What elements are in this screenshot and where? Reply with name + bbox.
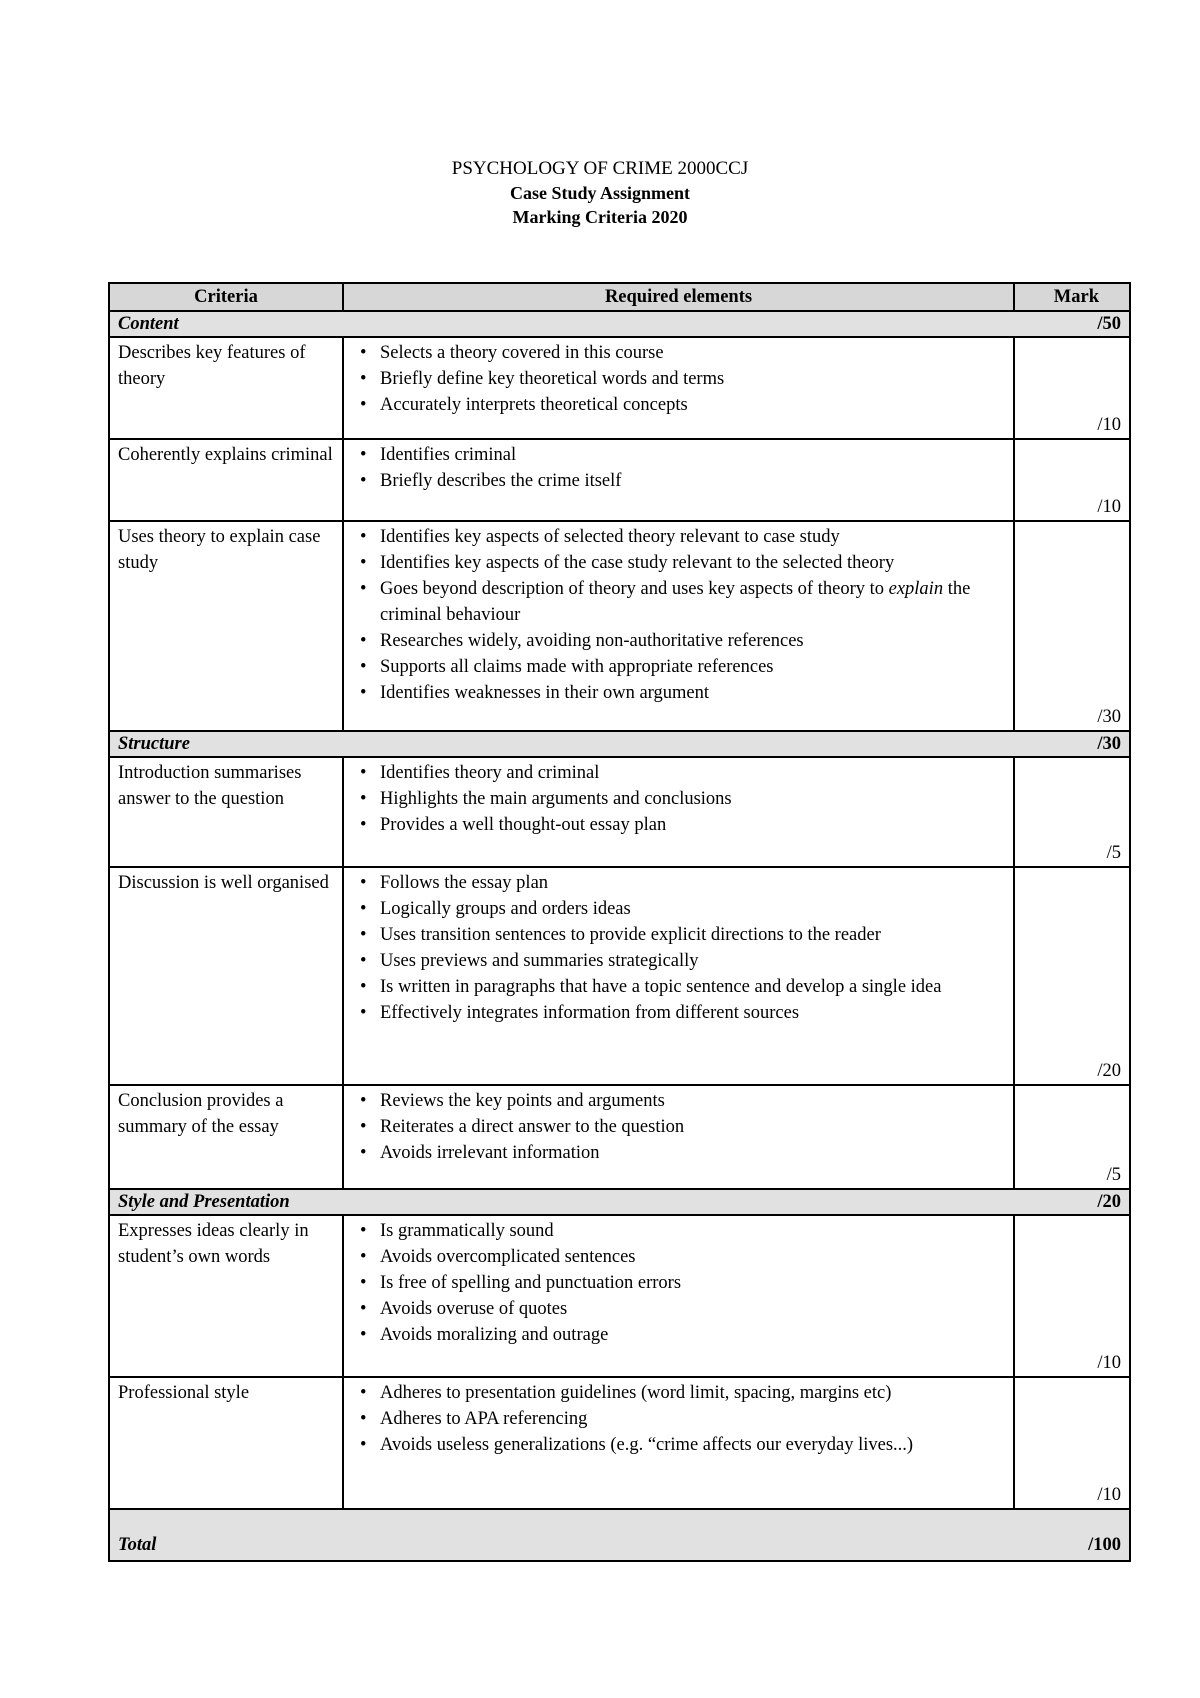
list-item: • Provides a well thought-out essay plan: [356, 812, 1005, 838]
table-row: [109, 439, 1130, 521]
section-name: Style and Presentation: [118, 1192, 290, 1212]
list-item: • Identifies key aspects of the case study relevant to the selected theory: [356, 550, 1005, 576]
list-item: • Supports all claims made with appropriate references: [356, 654, 1005, 680]
page-header: [0, 156, 1200, 229]
required-elements-cell: [343, 757, 1014, 867]
list-item: • Follows the essay plan: [356, 870, 1005, 896]
document-subtitle: Case Study Assignment: [509, 183, 691, 203]
table-row: [109, 1085, 1130, 1189]
required-elements-cell: [343, 1215, 1014, 1377]
column-header-required-elements: Required elements: [343, 283, 1014, 311]
list-item: • Avoids irrelevant information: [356, 1140, 1005, 1166]
total-value: /100: [1088, 1535, 1121, 1555]
section-total: /30: [1097, 734, 1121, 754]
list-item: • Avoids useless generalizations (e.g. “crime affects our everyday lives...): [356, 1432, 1005, 1458]
list-item: • Is grammatically sound: [356, 1218, 1005, 1244]
list-item: • Avoids moralizing and outrage: [356, 1322, 1005, 1348]
section-name: Content: [118, 314, 179, 334]
criteria-cell: Conclusion provides a summary of the essay: [109, 1085, 343, 1189]
list-item: • Reviews the key points and arguments: [356, 1088, 1005, 1114]
list-item: • Is written in paragraphs that have a topic sentence and develop a single idea: [356, 974, 1005, 1000]
document-year-line: Marking Criteria 2020: [512, 207, 688, 227]
document-title: PSYCHOLOGY OF CRIME 2000CCJ: [451, 158, 749, 179]
table-row: [109, 757, 1130, 867]
emphasized-word: explain: [888, 579, 944, 599]
criteria-cell: Expresses ideas clearly in student’s own words: [109, 1215, 343, 1377]
list-item: • Reiterates a direct answer to the question: [356, 1114, 1005, 1140]
list-item: • Briefly describes the crime itself: [356, 468, 1005, 494]
mark-cell: /10: [1014, 337, 1130, 439]
section-total: /50: [1097, 314, 1121, 334]
section-name: Structure: [118, 734, 190, 754]
mark-cell: /10: [1014, 1377, 1130, 1509]
criteria-cell: Professional style: [109, 1377, 343, 1509]
list-item: • Briefly define key theoretical words and terms: [356, 366, 1005, 392]
list-item: • Identifies theory and criminal: [356, 760, 1005, 786]
list-item-text-tail: the criminal behaviour: [380, 579, 971, 625]
required-elements-cell: [343, 521, 1014, 731]
required-elements-cell: [343, 439, 1014, 521]
table-header-row: [109, 283, 1130, 311]
table-row: [109, 337, 1130, 439]
mark-cell: /30: [1014, 521, 1130, 731]
required-elements-cell: [343, 1085, 1014, 1189]
section-total: /20: [1097, 1192, 1121, 1212]
criteria-cell: Discussion is well organised: [109, 867, 343, 1085]
column-header-criteria: Criteria: [109, 283, 343, 311]
list-item: • Identifies key aspects of selected theory relevant to case study: [356, 524, 1005, 550]
list-item: • Uses previews and summaries strategically: [356, 948, 1005, 974]
marking-criteria-table: [108, 282, 1131, 1562]
list-item: • Avoids overcomplicated sentences: [356, 1244, 1005, 1270]
list-item: • Identifies criminal: [356, 442, 1005, 468]
total-row: [109, 1509, 1130, 1561]
list-item: • Selects a theory covered in this course: [356, 340, 1005, 366]
list-item-text: Goes beyond description of theory and uses key aspects of theory to: [380, 579, 884, 599]
criteria-cell: Describes key features of theory: [109, 337, 343, 439]
mark-cell: /5: [1014, 1085, 1130, 1189]
list-item: • Effectively integrates information from different sources: [356, 1000, 1005, 1026]
required-elements-cell: [343, 337, 1014, 439]
list-item: [356, 576, 1005, 628]
list-item: • Adheres to presentation guidelines (word limit, spacing, margins etc): [356, 1380, 1005, 1406]
criteria-cell: Uses theory to explain case study: [109, 521, 343, 731]
list-item: • Is free of spelling and punctuation errors: [356, 1270, 1005, 1296]
required-elements-cell: [343, 1377, 1014, 1509]
criteria-cell: Coherently explains criminal: [109, 439, 343, 521]
table-row: [109, 1215, 1130, 1377]
table-row: [109, 521, 1130, 731]
mark-cell: /5: [1014, 757, 1130, 867]
list-item: • Identifies weaknesses in their own argument: [356, 680, 1005, 706]
required-elements-cell: [343, 867, 1014, 1085]
list-item: • Researches widely, avoiding non-authoritative references: [356, 628, 1005, 654]
section-row-content: [109, 311, 1130, 337]
list-item: • Accurately interprets theoretical concepts: [356, 392, 1005, 418]
list-item: • Adheres to APA referencing: [356, 1406, 1005, 1432]
mark-cell: /20: [1014, 867, 1130, 1085]
table-row: [109, 1377, 1130, 1509]
section-row-style-and-presentation: [109, 1189, 1130, 1215]
list-item: • Logically groups and orders ideas: [356, 896, 1005, 922]
list-item: • Uses transition sentences to provide explicit directions to the reader: [356, 922, 1005, 948]
column-header-mark: Mark: [1014, 283, 1130, 311]
mark-cell: /10: [1014, 1215, 1130, 1377]
list-item: • Avoids overuse of quotes: [356, 1296, 1005, 1322]
mark-cell: /10: [1014, 439, 1130, 521]
table-row: [109, 867, 1130, 1085]
section-row-structure: [109, 731, 1130, 757]
list-item: • Highlights the main arguments and conclusions: [356, 786, 1005, 812]
total-label: Total: [118, 1535, 157, 1555]
criteria-cell: Introduction summarises answer to the question: [109, 757, 343, 867]
